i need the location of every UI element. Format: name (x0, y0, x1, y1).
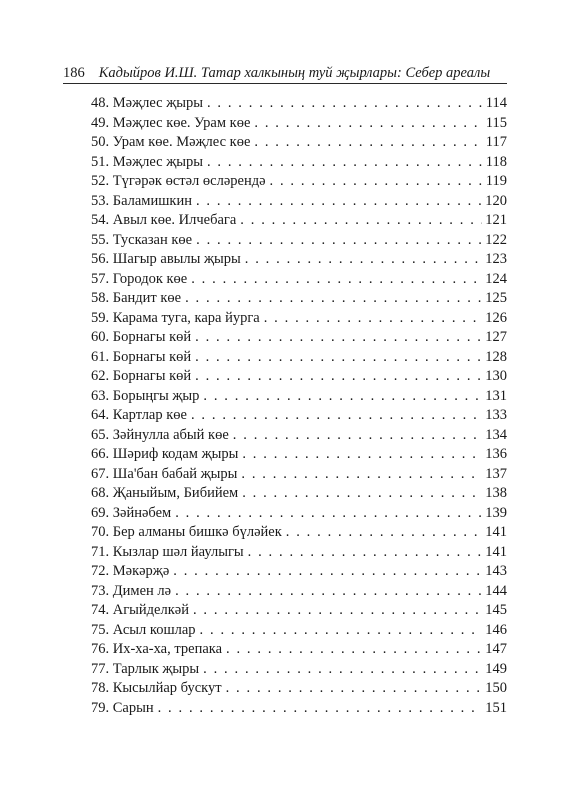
toc-entry-title: 67. Ша'бан бабай җыры (91, 465, 238, 482)
dot-leader (200, 621, 483, 641)
toc-entry (91, 484, 507, 504)
toc-entry-page: 145 (485, 602, 507, 618)
toc-entry-page: 123 (485, 251, 507, 267)
toc-entry (91, 289, 507, 309)
toc-entry-page: 115 (485, 114, 507, 131)
running-header (63, 64, 507, 84)
dot-leader (193, 601, 482, 621)
dot-leader (270, 172, 483, 192)
toc-entry-title: 54. Авыл көе. Илчебага (91, 212, 237, 228)
toc-entry (91, 699, 507, 719)
toc-entry (91, 367, 507, 387)
toc-entry-page: 138 (485, 485, 507, 501)
toc-entry-page: 118 (485, 153, 507, 170)
dot-leader (264, 309, 483, 329)
toc-entry-page: 146 (485, 621, 507, 638)
toc-entry (91, 114, 507, 134)
dot-leader (191, 270, 482, 290)
toc-entry (91, 582, 507, 602)
toc-entry-title: 57. Городок көе (91, 270, 188, 287)
dot-leader (233, 426, 482, 446)
toc-entry (91, 640, 507, 660)
toc-entry-title: 56. Шагыр авылы җыры (91, 251, 241, 267)
dot-leader (203, 660, 482, 680)
toc-entry (91, 543, 507, 563)
dot-leader (203, 387, 482, 407)
dot-leader (195, 328, 482, 348)
toc-entry-title: 53. Баламишкин (91, 192, 192, 209)
toc-entry-page: 141 (485, 543, 507, 560)
toc-entry (91, 621, 507, 641)
toc-entry-page: 114 (485, 95, 507, 111)
toc-entry-title: 74. Агыйделкәй (91, 602, 189, 618)
toc-entry-page: 143 (485, 563, 507, 579)
dot-leader (242, 445, 482, 465)
toc-entry-title: 65. Зәйнулла абый көе (91, 426, 229, 443)
dot-leader (241, 465, 482, 485)
toc-entry (91, 250, 507, 270)
toc-entry (91, 192, 507, 212)
toc-entry-title: 64. Картлар көе (91, 407, 187, 423)
toc-entry (91, 94, 507, 114)
toc-entry-title: 66. Шәриф кодам җыры (91, 446, 239, 462)
toc-entry-page: 128 (485, 348, 507, 365)
toc-entry-title: 55. Тусказан көе (91, 231, 193, 248)
toc-entry (91, 153, 507, 173)
toc-entry (91, 231, 507, 251)
toc-entry-page: 130 (485, 368, 507, 384)
toc-entry-title: 60. Борнагы көй (91, 329, 192, 345)
toc-entry (91, 426, 507, 446)
toc-entry-title: 51. Мәҗлес җыры (91, 153, 203, 170)
toc-entry-title: 76. Их-ха-ха, трепака (91, 641, 223, 657)
dot-leader (175, 504, 482, 524)
table-of-contents (91, 94, 507, 718)
dot-leader (245, 250, 482, 270)
toc-entry (91, 406, 507, 426)
toc-entry-page: 151 (485, 699, 507, 716)
dot-leader (242, 484, 482, 504)
dot-leader (207, 94, 483, 114)
dot-leader (173, 562, 482, 582)
dot-leader (196, 231, 482, 251)
dot-leader (286, 523, 482, 543)
toc-entry (91, 387, 507, 407)
toc-entry-page: 122 (485, 231, 507, 248)
toc-entry (91, 660, 507, 680)
running-title: Кадыйров И.Ш. Татар халкының туй җырлары: Себер ареалы (98, 65, 491, 81)
dot-leader (226, 640, 482, 660)
dot-leader (196, 192, 482, 212)
toc-entry-page: 139 (485, 504, 507, 521)
toc-entry-title: 63. Борыңгы җыр (91, 387, 200, 404)
toc-entry-title: 62. Борнагы көй (91, 368, 192, 384)
dot-leader (195, 367, 482, 387)
toc-entry-page: 119 (485, 173, 507, 189)
toc-entry-page: 126 (485, 309, 507, 326)
toc-entry-title: 68. Җаныйым, Бибийем (91, 485, 239, 501)
toc-entry-title: 52. Түгәрәк өстәл өсләрендә (91, 173, 266, 189)
toc-entry (91, 172, 507, 192)
dot-leader (207, 153, 483, 173)
dot-leader (254, 133, 482, 153)
toc-entry (91, 211, 507, 231)
toc-entry-page: 124 (485, 270, 507, 287)
toc-entry (91, 679, 507, 699)
dot-leader (240, 211, 482, 231)
toc-entry-title: 59. Карама туга, кара йурга (91, 309, 260, 326)
toc-entry-page: 150 (485, 680, 507, 696)
toc-entry-page: 149 (485, 660, 507, 677)
toc-entry-page: 134 (485, 426, 507, 443)
dot-leader (248, 543, 483, 563)
toc-entry (91, 328, 507, 348)
toc-entry (91, 445, 507, 465)
dot-leader (191, 406, 482, 426)
toc-entry (91, 562, 507, 582)
toc-entry-page: 127 (485, 329, 507, 345)
toc-entry-title: 58. Бандит көе (91, 290, 182, 306)
dot-leader (195, 348, 482, 368)
toc-entry-page: 133 (485, 407, 507, 423)
toc-entry-title: 69. Зәйнәбем (91, 504, 172, 521)
dot-leader (226, 679, 483, 699)
toc-entry (91, 504, 507, 524)
toc-entry-title: 71. Кызлар шәл йаулыгы (91, 543, 244, 560)
toc-entry-title: 48. Мәҗлес җыры (91, 95, 203, 111)
toc-entry-page: 141 (485, 524, 507, 540)
toc-entry-title: 77. Тарлык җыры (91, 660, 200, 677)
toc-entry (91, 523, 507, 543)
dot-leader (254, 114, 482, 134)
toc-entry-page: 120 (485, 192, 507, 209)
toc-entry-page: 136 (485, 446, 507, 462)
toc-entry-page: 131 (485, 387, 507, 404)
dot-leader (175, 582, 482, 602)
toc-entry (91, 309, 507, 329)
toc-entry (91, 601, 507, 621)
toc-entry (91, 270, 507, 290)
toc-entry (91, 348, 507, 368)
page-number: 186 (63, 65, 85, 81)
toc-entry (91, 465, 507, 485)
toc-entry-title: 79. Сарын (91, 699, 154, 716)
toc-entry-title: 61. Борнагы көй (91, 348, 192, 365)
toc-entry-page: 117 (485, 134, 507, 150)
toc-entry-page: 137 (485, 465, 507, 482)
dot-leader (158, 699, 483, 719)
toc-entry-title: 70. Бер алманы бишкә бүләйек (91, 524, 282, 540)
toc-entry-title: 75. Асыл кошлар (91, 621, 196, 638)
toc-entry-title: 50. Урам көе. Мәҗлес көе (91, 134, 251, 150)
toc-entry-title: 78. Кысылйар бускут (91, 680, 222, 696)
toc-entry-page: 144 (485, 582, 507, 599)
toc-entry (91, 133, 507, 153)
toc-entry-page: 147 (485, 641, 507, 657)
toc-entry-page: 125 (485, 290, 507, 306)
toc-entry-title: 72. Мәкәрҗә (91, 563, 170, 579)
toc-entry-title: 49. Мәҗлес көе. Урам көе (91, 114, 251, 131)
toc-entry-page: 121 (485, 212, 507, 228)
toc-entry-title: 73. Димен лә (91, 582, 172, 599)
dot-leader (185, 289, 482, 309)
